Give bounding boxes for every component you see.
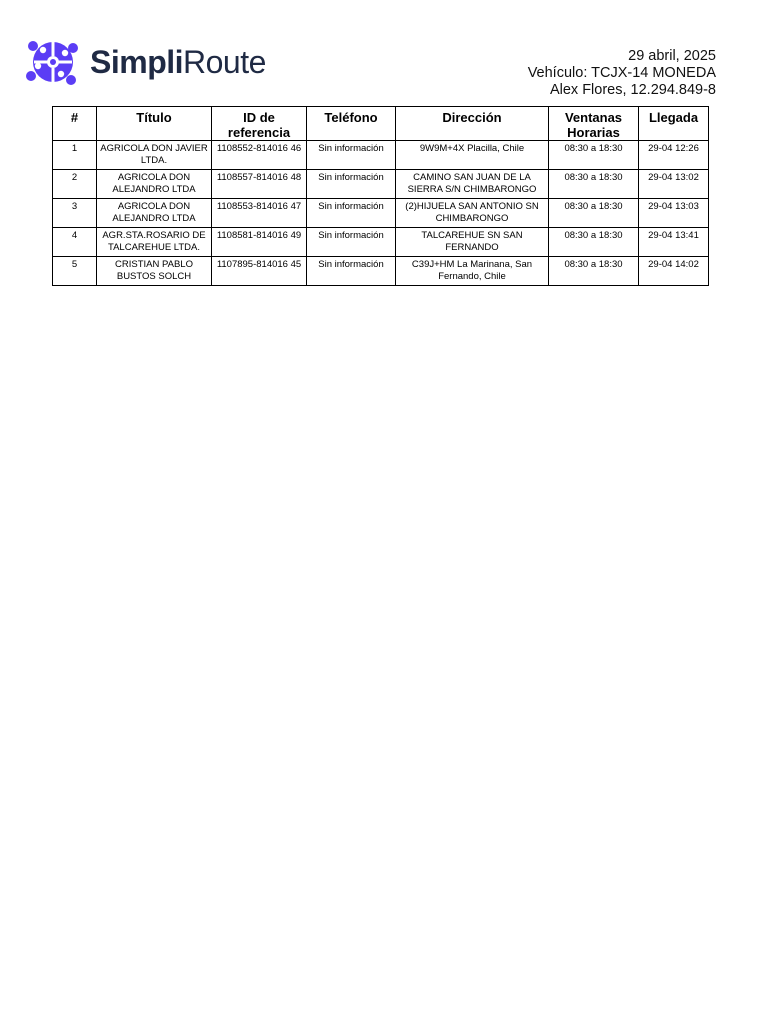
cell-address: (2)HIJUELA SAN ANTONIO SN CHIMBARONGO bbox=[396, 199, 549, 228]
table-row bbox=[53, 228, 709, 257]
cell-num: 1 bbox=[53, 141, 97, 170]
cell-num: 4 bbox=[53, 228, 97, 257]
header-windows: Ventanas Horarias bbox=[549, 107, 639, 141]
header-arrival: Llegada bbox=[639, 107, 709, 141]
cell-title: AGRICOLA DON ALEJANDRO LTDA bbox=[97, 170, 212, 199]
cell-ref: 1108581-814016 49 bbox=[212, 228, 307, 257]
cell-num: 5 bbox=[53, 257, 97, 286]
wordmark-regular: Route bbox=[183, 44, 266, 80]
header-address: Dirección bbox=[396, 107, 549, 141]
table-row bbox=[53, 141, 709, 170]
cell-windows: 08:30 a 18:30 bbox=[549, 257, 639, 286]
cell-phone: Sin información bbox=[307, 199, 396, 228]
route-vehicle: Vehículo: TCJX-14 MONEDA bbox=[527, 65, 716, 81]
cell-title: AGRICOLA DON JAVIER LTDA. bbox=[97, 141, 212, 170]
cell-num: 2 bbox=[53, 170, 97, 199]
cell-num: 3 bbox=[53, 199, 97, 228]
cell-title: AGR.STA.ROSARIO DE TALCAREHUE LTDA. bbox=[97, 228, 212, 257]
cell-address: TALCAREHUE SN SAN FERNANDO bbox=[396, 228, 549, 257]
cell-arrival: 29-04 13:41 bbox=[639, 228, 709, 257]
route-driver: Alex Flores, 12.294.849-8 bbox=[549, 82, 716, 98]
cell-arrival: 29-04 12:26 bbox=[639, 141, 709, 170]
cell-title: AGRICOLA DON ALEJANDRO LTDA bbox=[97, 199, 212, 228]
cell-arrival: 29-04 13:02 bbox=[639, 170, 709, 199]
cell-ref: 1108557-814016 48 bbox=[212, 170, 307, 199]
route-header-info bbox=[528, 48, 716, 99]
table-row bbox=[53, 199, 709, 228]
cell-arrival: 29-04 14:02 bbox=[639, 257, 709, 286]
cell-address: 9W9M+4X Placilla, Chile bbox=[396, 141, 549, 170]
cell-ref: 1108553-814016 47 bbox=[212, 199, 307, 228]
header-ref: ID de referencia bbox=[212, 107, 307, 141]
header-num: # bbox=[53, 107, 97, 141]
cell-ref: 1108552-814016 46 bbox=[212, 141, 307, 170]
cell-windows: 08:30 a 18:30 bbox=[549, 141, 639, 170]
cell-windows: 08:30 a 18:30 bbox=[549, 170, 639, 199]
route-stops-table bbox=[52, 106, 709, 286]
cell-ref: 1107895-814016 45 bbox=[212, 257, 307, 286]
header-title: Título bbox=[97, 107, 212, 141]
wordmark-bold: Simpli bbox=[90, 44, 184, 80]
cell-address: CAMINO SAN JUAN DE LA SIERRA S/N CHIMBARONGO bbox=[396, 170, 549, 199]
cell-phone: Sin información bbox=[307, 228, 396, 257]
simpliroute-logo-icon bbox=[26, 36, 80, 88]
cell-arrival: 29-04 13:03 bbox=[639, 199, 709, 228]
route-date: 29 abril, 2025 bbox=[628, 48, 716, 64]
table-row bbox=[53, 170, 709, 199]
cell-windows: 08:30 a 18:30 bbox=[549, 228, 639, 257]
header-phone: Teléfono bbox=[307, 107, 396, 141]
cell-phone: Sin información bbox=[307, 170, 396, 199]
simpliroute-logo bbox=[26, 36, 266, 88]
cell-title: CRISTIAN PABLO BUSTOS SOLCH bbox=[97, 257, 212, 286]
simpliroute-wordmark bbox=[90, 46, 266, 78]
cell-windows: 08:30 a 18:30 bbox=[549, 199, 639, 228]
cell-address: C39J+HM La Marinana, San Fernando, Chile bbox=[396, 257, 549, 286]
table-header-row bbox=[53, 107, 709, 141]
table-row bbox=[53, 257, 709, 286]
cell-phone: Sin información bbox=[307, 141, 396, 170]
cell-phone: Sin información bbox=[307, 257, 396, 286]
